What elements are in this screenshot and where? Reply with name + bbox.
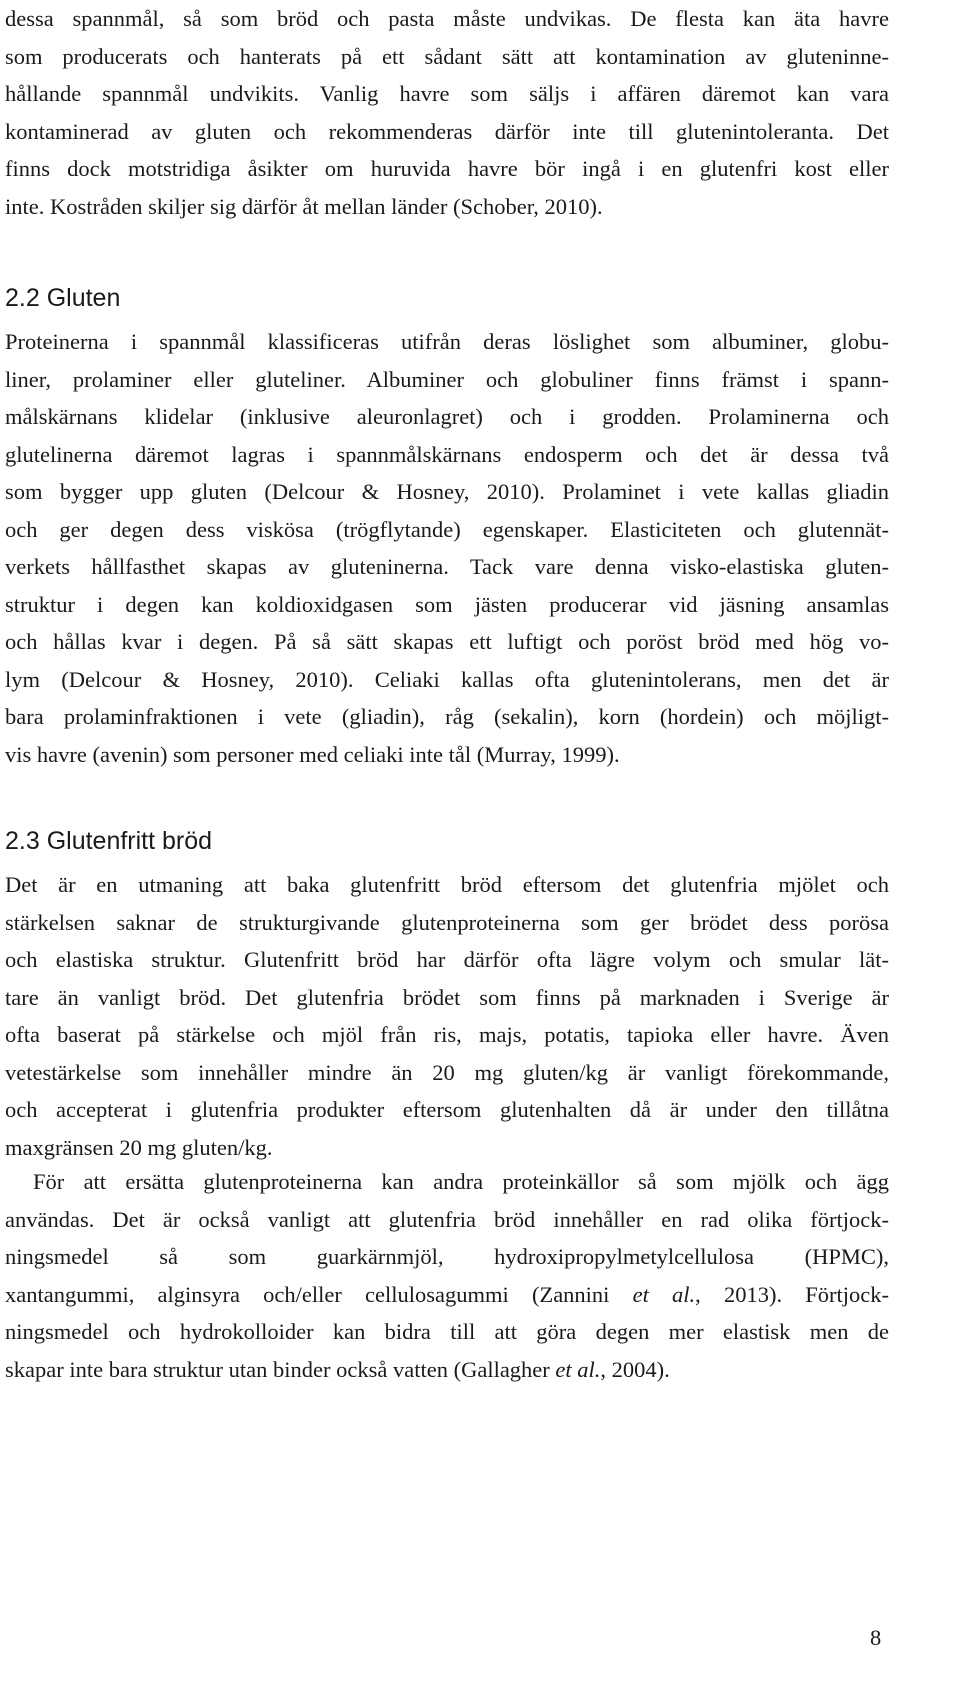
text-line: inte. Kostråden skiljer sig därför åt mellan länder (Schober, 2010). (5, 193, 603, 219)
text-line: användas. Det är också vanligt att glutenfria bröd innehåller en rad olika förtjock- (5, 1206, 889, 1232)
intro-paragraph (5, 0, 889, 225)
text-line: hållande spannmål undvikits. Vanlig havre som säljs i affären däremot kan vara (5, 81, 889, 106)
glutenfritt-paragraph-1 (5, 866, 889, 1166)
text-line: liner, prolaminer eller gluteliner. Albuminer och globuliner finns främst i spann- (5, 366, 889, 392)
text-line: lym (Delcour & Hosney, 2010). Celiaki kallas ofta glutenintolerans, men det är (5, 666, 889, 692)
text-line (5, 1276, 889, 1314)
text-line: och elastiska struktur. Glutenfritt bröd har därför ofta lägre volym och smular lät- (5, 947, 889, 972)
text-line: struktur i degen kan koldioxidgasen som jästen producerar vid jäsning ansamlas (5, 591, 889, 617)
text-line: ofta baserat på stärkelse och mjöl från ris, majs, potatis, tapioka eller havre. Även (5, 1022, 889, 1047)
text-line: vetestärkelse som innehåller mindre än 20 mg gluten/kg är vanligt förekommande, (5, 1059, 889, 1085)
text-line: och accepterat i glutenfria produkter eftersom glutenhalten då är under den tillåtna (5, 1097, 889, 1122)
section-heading-gluten: 2.2 Gluten (5, 284, 121, 312)
text-line: stärkelsen saknar de strukturgivande glutenproteinerna som ger brödet dess porösa (5, 909, 889, 935)
text-line: bara prolaminfraktionen i vete (gliadin), råg (sekalin), korn (hordein) och möjligt- (5, 704, 889, 729)
text-line: kontaminerad av gluten och rekommenderas därför inte till glutenintoleranta. Det (5, 118, 889, 144)
text-line (5, 1351, 889, 1389)
italic-et-al: et al. (632, 1281, 696, 1307)
text-line: som bygger upp gluten (Delcour & Hosney, 2010). Prolaminet i vete kallas gliadin (5, 479, 889, 504)
text-line: målskärnans klidelar (inklusive aleuronlagret) och i grodden. Prolaminerna och (5, 404, 889, 429)
text-line: ningsmedel och hydrokolloider kan bidra till att göra degen mer elastisk men de (5, 1319, 889, 1344)
text-line: och ger degen dess viskösa (trögflytande) egenskaper. Elasticiteten och glutennät- (5, 516, 889, 542)
text-span: , 2013). Förtjock- (695, 1281, 890, 1307)
text-span: , 2004). (600, 1356, 670, 1382)
text-line: vis havre (avenin) som personer med celiaki inte tål (Murray, 1999). (5, 741, 620, 767)
text-line: och hållas kvar i degen. På så sätt skapas ett luftigt och poröst bröd med hög vo- (5, 629, 889, 654)
text-line: dessa spannmål, så som bröd och pasta måste undvikas. De flesta kan äta havre (5, 6, 889, 31)
glutenfritt-paragraph-2 (5, 1163, 889, 1388)
text-line: Proteinerna i spannmål klassificeras utifrån deras löslighet som albuminer, globu- (5, 329, 889, 354)
text-line: ningsmedel så som guarkärnmjöl, hydroxipropylmetylcellulosa (HPMC), (5, 1244, 889, 1269)
text-span: xantangummi, alginsyra och/eller cellulosagummi (Zannini (5, 1281, 633, 1307)
text-line: verkets hållfasthet skapas av gluteninerna. Tack vare denna visko-elastiska gluten- (5, 554, 889, 579)
text-line: som producerats och hanterats på ett sådant sätt att kontamination av gluteninne- (5, 43, 889, 69)
text-span: skapar inte bara struktur utan binder också vatten (Gallagher (5, 1356, 556, 1382)
italic-et-al: et al. (555, 1356, 601, 1382)
section-heading-glutenfritt-brod: 2.3 Glutenfritt bröd (5, 827, 213, 855)
text-line: tare än vanligt bröd. Det glutenfria brödet som finns på marknaden i Sverige är (5, 984, 889, 1010)
gluten-paragraph (5, 323, 889, 773)
page-number: 8 (870, 1625, 882, 1650)
text-line: finns dock motstridiga åsikter om huruvida havre bör ingå i en glutenfri kost eller (5, 156, 889, 181)
text-line (5, 1163, 889, 1201)
text-line: maxgränsen 20 mg gluten/kg. (5, 1134, 273, 1160)
text-span: För att ersätta glutenproteinerna kan andra proteinkällor så som mjölk och ägg (33, 1169, 889, 1194)
text-line: Det är en utmaning att baka glutenfritt bröd eftersom det glutenfria mjölet och (5, 872, 889, 897)
text-line: glutelinerna däremot lagras i spannmålskärnans endosperm och det är dessa två (5, 441, 889, 467)
